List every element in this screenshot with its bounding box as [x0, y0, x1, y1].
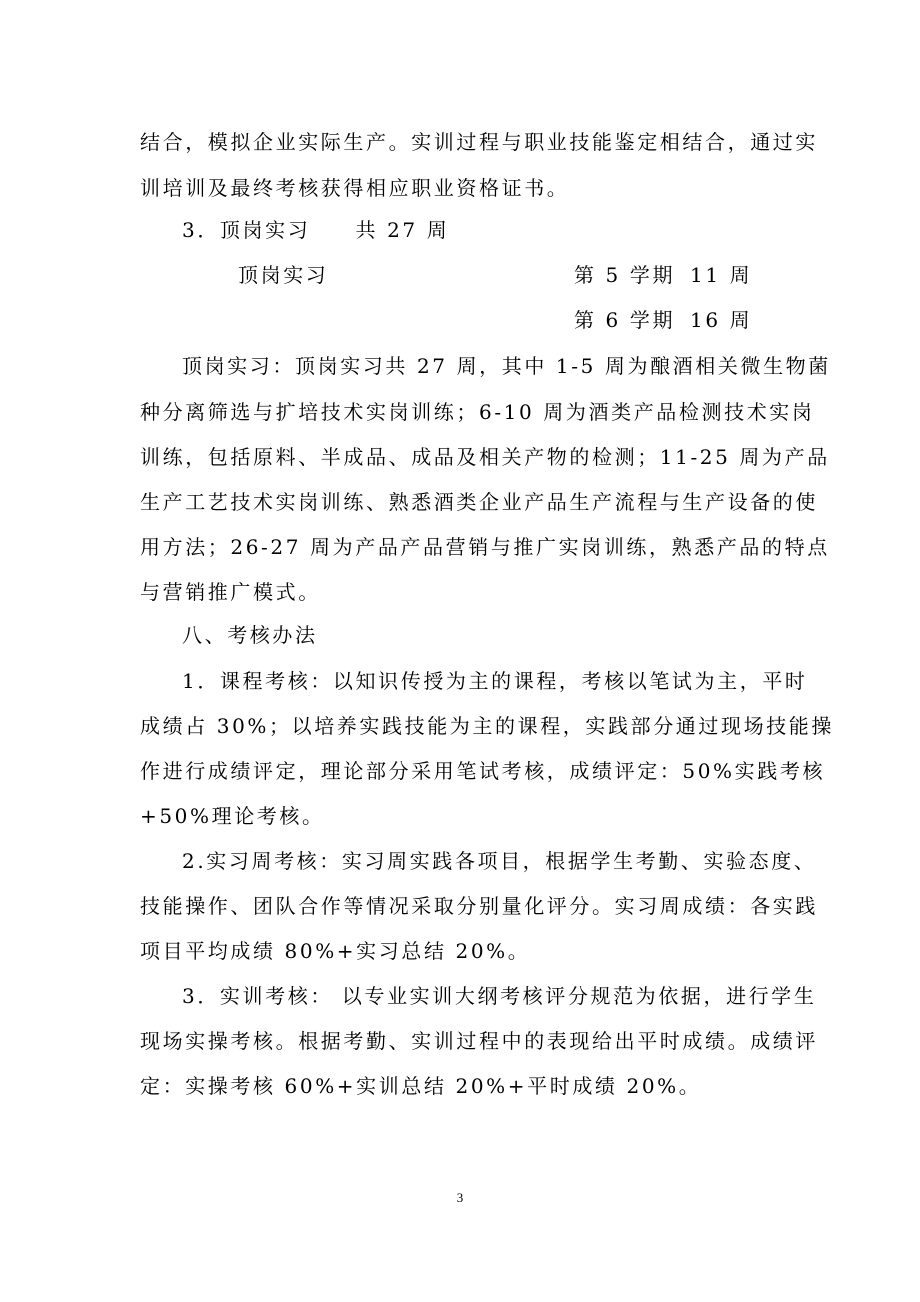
section-heading-assessment: 八、考核办法 — [182, 623, 318, 647]
paragraph-line: 项目平均成绩 80%+实习总结 20%。 — [140, 939, 531, 963]
paragraph-line: 成绩占 30%；以培养实践技能为主的课程，实践部分通过现场技能操 — [140, 714, 835, 738]
paragraph-line: 训培训及最终考核获得相应职业资格证书。 — [140, 176, 570, 200]
paragraph-line: 3．实训考核： 以专业实训大纲考核评分规范为依据，进行学生 — [182, 984, 817, 1008]
paragraph-line: 生产工艺技术实岗训练、熟悉酒类企业产品生产流程与生产设备的使 — [140, 490, 818, 514]
paragraph-line: 1．课程考核：以知识传授为主的课程，考核以笔试为主，平时 — [182, 669, 808, 693]
paragraph-line: 技能操作、团队合作等情况采取分别量化评分。实习周成绩：各实践 — [140, 894, 818, 918]
internship-weeks-term-6: 16 周 — [690, 308, 753, 332]
internship-weeks-term-5: 11 周 — [690, 263, 753, 287]
paragraph-line: 定：实操考核 60%+实训总结 20%+平时成绩 20%。 — [140, 1074, 702, 1098]
page-number: 3 — [456, 1190, 464, 1205]
paragraph-line: 顶岗实习：顶岗实习共 27 周，其中 1-5 周为酿酒相关微生物菌 — [182, 354, 831, 378]
paragraph-line: 训练，包括原料、半成品、成品及相关产物的检测；11-25 周为产品 — [140, 445, 830, 469]
paragraph-line: 作进行成绩评定，理论部分采用笔试考核，成绩评定：50%实践考核 — [140, 759, 826, 783]
section-heading-internship: 3．顶岗实习 共 27 周 — [182, 218, 450, 242]
paragraph-line: 种分离筛选与扩培技术实岗训练；6-10 周为酒类产品检测技术实岗 — [140, 400, 815, 424]
paragraph-line: 现场实操考核。根据考勤、实训过程中的表现给出平时成绩。成绩评 — [140, 1029, 818, 1053]
paragraph-line: 与营销推广模式。 — [140, 580, 321, 604]
paragraph-line: +50%理论考核。 — [140, 804, 325, 828]
paragraph-line: 2.实习周考核：实习周实践各项目，根据学生考勤、实验态度、 — [182, 849, 817, 873]
internship-term-5: 第 5 学期 — [574, 263, 676, 287]
paragraph-line: 结合，模拟企业实际生产。实训过程与职业技能鉴定相结合，通过实 — [140, 130, 818, 154]
internship-row-label: 顶岗实习 — [238, 263, 329, 287]
paragraph-line: 用方法；26-27 周为产品产品营销与推广实岗训练，熟悉产品的特点 — [140, 535, 830, 559]
internship-term-6: 第 6 学期 — [574, 308, 676, 332]
